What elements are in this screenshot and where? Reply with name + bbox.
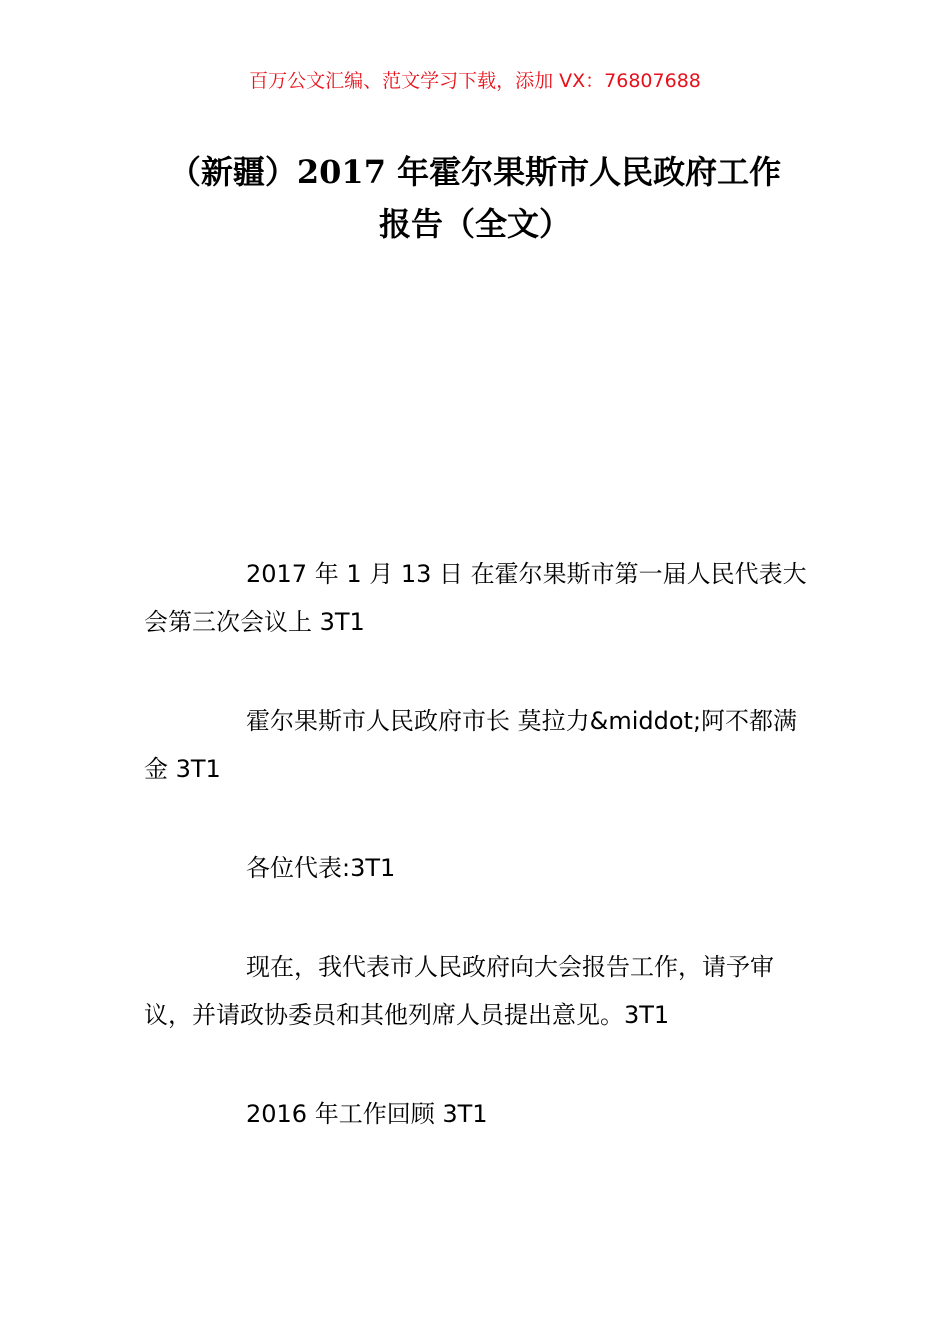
paragraph-opening: 现在，我代表市人民政府向大会报告工作，请予审议，并请政协委员和其他列席人员提出意见。3T1	[144, 953, 774, 1029]
document-body	[144, 550, 810, 1189]
paragraph-speaker: 霍尔果斯市人民政府市长 莫拉力&middot;阿不都满金 3T1	[144, 707, 798, 783]
header-promo-note: 百万公文汇编、范文学习下载，添加 VX：76807688	[249, 70, 701, 92]
document-title-line-1: （新疆）2017 年霍尔果斯市人民政府工作	[168, 153, 782, 191]
document-title-line-2: 报告（全文）	[378, 205, 571, 243]
paragraph-meeting-info: 2017 年 1 月 13 日 在霍尔果斯市第一届人民代表大会第三次会议上 3T1	[144, 560, 807, 636]
section-heading-2016-review: 2016 年工作回顾 3T1	[246, 1100, 488, 1128]
document-title	[130, 146, 820, 250]
paragraph-salutation: 各位代表:3T1	[246, 854, 396, 882]
